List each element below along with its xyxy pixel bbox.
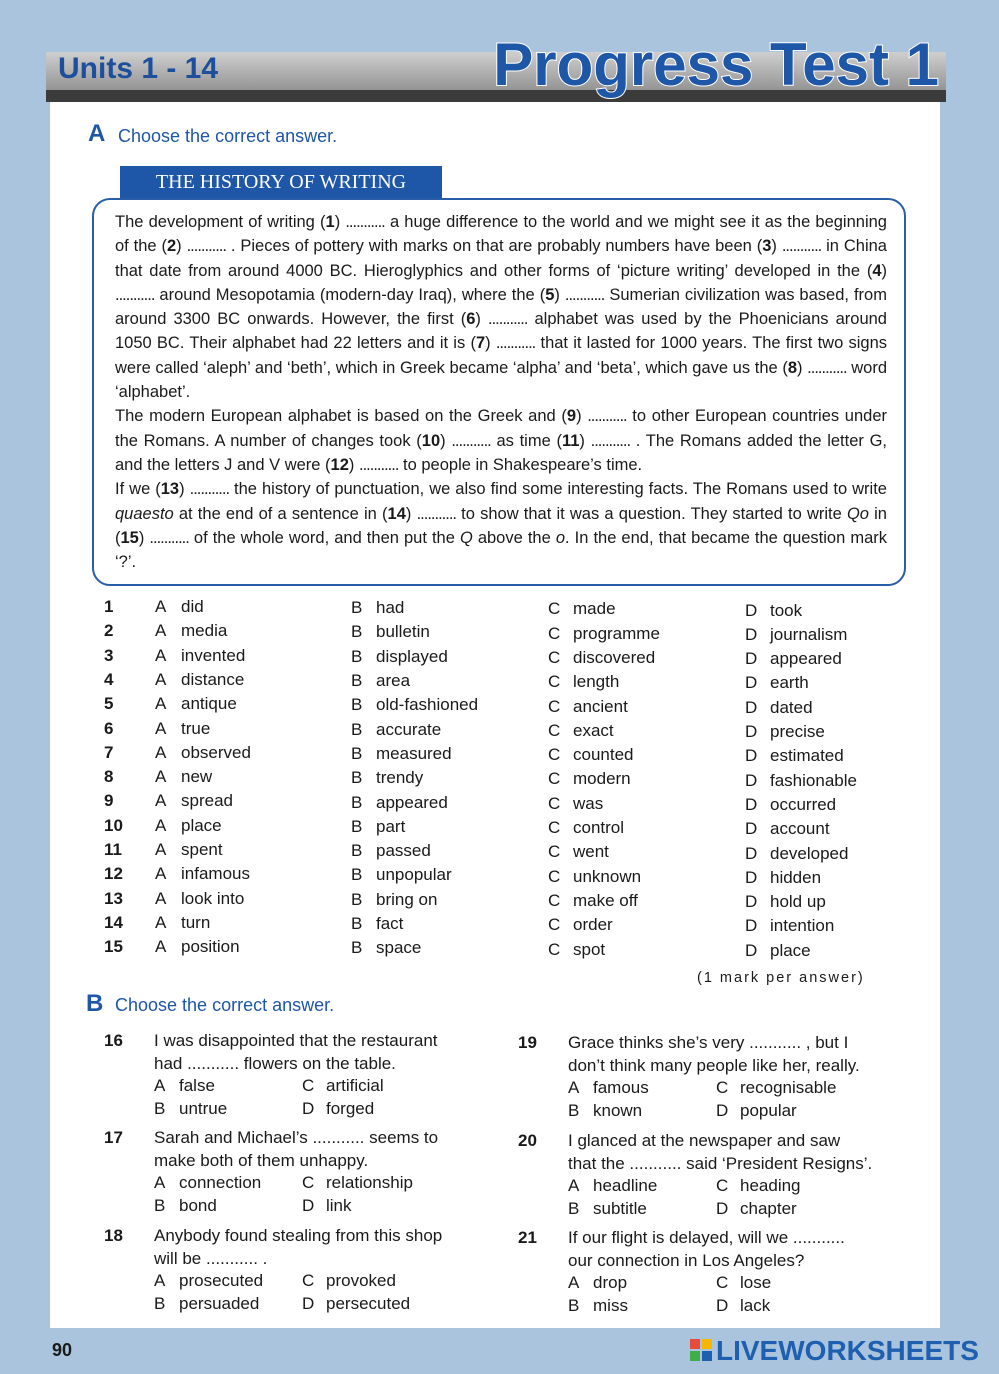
option-letter-b: B [351, 671, 363, 691]
option-letter-c: C [548, 672, 561, 692]
question-text: Sarah and Michael’s ........... seems to make both of them unhappy. [154, 1128, 439, 1170]
option-c[interactable]: made [573, 599, 616, 619]
option-a[interactable]: invented [181, 645, 246, 665]
page-number: 90 [52, 1340, 73, 1360]
option-letter-d: D [745, 843, 758, 863]
option-letter-c: C [548, 623, 561, 643]
option-d[interactable]: hidden [770, 867, 822, 887]
option-letter-c: C [548, 915, 561, 935]
question-number: 5 [104, 694, 114, 714]
option-d[interactable]: developed [770, 843, 849, 863]
option-letter-b: B [351, 646, 363, 666]
option-letter-c: C [548, 599, 561, 619]
option-d[interactable]: journalism [770, 624, 848, 644]
option-c[interactable]: spot [573, 939, 606, 959]
option-b[interactable]: accurate [376, 719, 442, 739]
option-row-15 [0, 937, 999, 961]
option-c[interactable]: programme [573, 623, 660, 643]
question-number: 11 [104, 840, 122, 859]
option-b[interactable]: passed [376, 841, 431, 861]
passage-text [115, 210, 887, 574]
option-a[interactable]: look into [181, 888, 245, 908]
option-c[interactable]: provoked [326, 1271, 396, 1290]
option-a[interactable]: distance [181, 669, 245, 689]
option-a[interactable]: observed [181, 742, 251, 762]
option-b[interactable]: subtitle [593, 1199, 647, 1218]
option-b[interactable]: bulletin [376, 622, 430, 642]
option-d[interactable]: lack [740, 1296, 771, 1315]
option-row-9 [0, 791, 999, 815]
option-letter-a: A [155, 888, 167, 908]
option-a[interactable]: true [181, 718, 211, 738]
option-letter-b: B [351, 598, 363, 618]
option-letter-a: A [155, 912, 167, 932]
passage-paragraph: The modern European alphabet is based on the Greek and (9) ........... to other European countries under the Romans. A number of changes took (10) ........... as time (11) ........... . The Romans added the letter G, and the letters J and V were (12) ........... to people in Shakespeare’s time. [115, 407, 887, 474]
option-letter-c: C [716, 1273, 729, 1292]
option-letter-a: A [155, 864, 167, 884]
option-c[interactable]: length [573, 672, 620, 692]
option-c[interactable]: ancient [573, 696, 628, 716]
option-letter-b: B [351, 695, 363, 715]
option-letter-a: A [155, 767, 167, 787]
option-row-4 [0, 670, 999, 694]
option-letter-b: B [568, 1101, 580, 1120]
blank-14[interactable]: (14) ........... [382, 504, 456, 523]
option-letter-a: A [155, 694, 167, 714]
page-title: Progress Test 1 [493, 31, 939, 98]
option-row-7 [0, 743, 999, 767]
question-number: 19 [518, 1033, 537, 1052]
liveworksheets-logo[interactable] [690, 1335, 990, 1367]
option-row-10 [0, 816, 999, 840]
option-letter-c: C [548, 866, 561, 886]
option-letter-c: C [302, 1271, 315, 1290]
question-text: Grace thinks she’s very ........... , but I don’t think many people like her, really. [568, 1033, 860, 1075]
question-number: 21 [518, 1228, 537, 1247]
option-a[interactable]: new [181, 767, 213, 787]
option-letter-d: D [745, 746, 758, 766]
option-b[interactable]: fact [376, 914, 404, 934]
option-letter-a: A [155, 815, 167, 835]
option-letter-d: D [745, 819, 758, 839]
option-letter-d: D [745, 722, 758, 742]
option-d[interactable]: precise [770, 722, 825, 742]
question-number: 13 [104, 888, 123, 908]
option-letter-b: B [351, 743, 363, 763]
option-letter-a: A [568, 1176, 580, 1195]
option-letter-a: A [155, 621, 167, 641]
option-letter-c: C [302, 1076, 315, 1095]
option-letter-d: D [745, 794, 758, 814]
italic-word: o [555, 528, 566, 547]
question-number: 8 [104, 767, 114, 787]
question-number: 3 [104, 645, 114, 665]
option-d[interactable]: popular [740, 1101, 797, 1120]
option-letter-b: B [154, 1099, 166, 1118]
question-18 [104, 1225, 494, 1321]
question-number: 4 [104, 669, 114, 689]
option-d[interactable]: hold up [770, 892, 826, 912]
question-number: 10 [104, 815, 123, 835]
section-b-instruction: Choose the correct answer. [115, 995, 335, 1015]
option-d[interactable]: persecuted [326, 1294, 411, 1313]
blank-7[interactable]: (7) ........... [470, 334, 536, 353]
option-c[interactable]: order [573, 915, 613, 935]
option-letter-b: B [568, 1296, 580, 1315]
question-number: 15 [104, 937, 123, 957]
passage-title: THE HISTORY OF WRITING [120, 166, 442, 198]
option-a[interactable]: infamous [181, 864, 250, 884]
question-text: I was disappointed that the restaurant had ........... flowers on the table. [154, 1031, 438, 1073]
option-d[interactable]: dated [770, 697, 813, 717]
question-number: 7 [104, 742, 114, 762]
option-b[interactable]: measured [376, 743, 452, 763]
option-a[interactable]: spent [181, 840, 223, 859]
option-d[interactable]: link [326, 1196, 352, 1215]
option-letter-d: D [745, 649, 758, 669]
option-row-2 [0, 621, 999, 645]
blank-10[interactable]: (10) ........... [416, 431, 491, 450]
blank-13[interactable]: (13) ........... [155, 480, 230, 499]
option-letter-b: B [154, 1294, 166, 1313]
option-letter-b: B [351, 938, 363, 958]
question-number: 9 [104, 791, 114, 811]
option-letter-d: D [745, 697, 758, 717]
question-number: 2 [104, 621, 114, 641]
option-letter-a: A [155, 742, 167, 762]
option-a[interactable]: turn [181, 912, 211, 932]
option-b[interactable]: trendy [376, 768, 424, 788]
option-c[interactable]: was [573, 793, 604, 813]
option-row-1 [0, 597, 999, 621]
option-letter-a: A [155, 669, 167, 689]
option-row-3 [0, 646, 999, 670]
option-letter-c: C [548, 769, 561, 789]
option-letter-c: C [548, 939, 561, 959]
option-b[interactable]: part [376, 816, 406, 836]
blank-12[interactable]: (12) ........... [325, 455, 399, 474]
option-c[interactable]: control [573, 818, 625, 838]
option-letter-a: A [155, 645, 167, 665]
option-letter-c: C [548, 818, 561, 838]
option-row-14 [0, 913, 999, 937]
option-c[interactable]: counted [573, 745, 634, 765]
option-row-11 [0, 840, 999, 864]
option-letter-b: B [351, 792, 363, 812]
question-19 [518, 1032, 908, 1128]
question-number: 16 [104, 1031, 123, 1050]
option-a[interactable]: position [181, 937, 240, 957]
option-d[interactable]: took [770, 600, 803, 620]
option-b[interactable]: miss [593, 1296, 628, 1315]
italic-word: quaesto [115, 504, 174, 523]
option-row-6 [0, 719, 999, 743]
option-letter-d: D [745, 916, 758, 936]
option-c[interactable]: discovered [573, 647, 656, 667]
question-16 [104, 1030, 494, 1126]
italic-word: Q [459, 528, 473, 547]
option-letter-d: D [302, 1196, 315, 1215]
option-letter-b: B [154, 1196, 166, 1215]
option-a[interactable]: place [181, 815, 222, 835]
option-letter-b: B [351, 768, 363, 788]
option-letter-a: A [155, 840, 167, 859]
option-letter-c: C [548, 720, 561, 740]
option-row-5 [0, 694, 999, 718]
option-d[interactable]: forged [326, 1099, 375, 1118]
option-letter-b: B [351, 816, 363, 836]
question-20 [518, 1130, 908, 1226]
question-text: I glanced at the newspaper and saw that the ........... said ‘President Resigns’. [568, 1131, 873, 1173]
liveworksheets-logo-text: LIVEWORKSHEETS [716, 1335, 979, 1366]
option-letter-a: A [155, 791, 167, 811]
section-a-letter: A [88, 120, 106, 147]
option-row-13 [0, 889, 999, 913]
option-a[interactable]: spread [181, 791, 233, 811]
option-d[interactable]: chapter [740, 1199, 797, 1218]
option-letter-c: C [716, 1176, 729, 1195]
option-b[interactable]: unpopular [376, 865, 452, 885]
blank-2[interactable]: (2) ........... [161, 237, 226, 256]
option-letter-b: B [351, 865, 363, 885]
blank-11[interactable]: (11) ........... [556, 431, 631, 450]
option-a[interactable]: prosecuted [179, 1271, 264, 1290]
option-letter-a: A [155, 718, 167, 738]
section-a-instruction: Choose the correct answer. [118, 126, 338, 146]
option-b[interactable]: bring on [376, 889, 438, 909]
option-c[interactable]: recognisable [740, 1078, 837, 1097]
blank-8[interactable]: (8) ........... [782, 358, 847, 377]
option-letter-c: C [716, 1078, 729, 1097]
passage-paragraph: The development of writing (1) ........... a huge difference to the world and we might see it as the beginning of the (2) ........... . Pieces of pottery with marks on that are probably numbers have been (3) ........... in China that date from around 4000 BC. Hieroglyphics and other forms of ‘picture writing’ developed in the (4) ........... around Mesopotamia (modern-day Iraq), where the (5) ........... Sumerian civilization was based, from around 3300 BC onwards. However, the first (6) ........... alphabet was used by the Phoenicians around 1050 BC. Their alphabet had 22 letters and it is (7) ........... that it lasted for 1000 years. The first two signs were called ‘aleph’ and ‘beth’, which in Greek became ‘alpha’ and ‘beta’, which gave us the (8) ........... word ‘alphabet’. [115, 213, 887, 402]
option-letter-b: B [351, 841, 363, 861]
option-letter-c: C [548, 696, 561, 716]
option-c[interactable]: relationship [326, 1173, 413, 1192]
option-a[interactable]: connection [179, 1173, 262, 1192]
option-c[interactable]: unknown [573, 866, 642, 886]
option-c[interactable]: heading [740, 1176, 801, 1195]
option-b[interactable]: had [376, 598, 405, 618]
option-a[interactable]: antique [181, 694, 237, 714]
option-letter-b: B [351, 889, 363, 909]
option-c[interactable]: went [573, 842, 609, 862]
option-letter-d: D [716, 1199, 729, 1218]
blank-15[interactable]: (15) ........... [115, 528, 189, 547]
option-d[interactable]: intention [770, 916, 835, 936]
option-row-8 [0, 767, 999, 791]
option-letter-b: B [568, 1199, 580, 1218]
option-c[interactable]: modern [573, 769, 631, 789]
option-letter-c: C [548, 793, 561, 813]
passage-paragraph: If we (13) ........... the history of punctuation, we also find some interesting facts. The Romans used to write quaesto at the end of a sentence in (14) ........... to show that it was a question. They started to write Qo in (15) ........... of the whole word, and then put the Q above the o. In the end, that became the question mark ‘?’. [115, 480, 887, 572]
option-b[interactable]: persuaded [179, 1294, 260, 1313]
option-letter-a: A [155, 937, 167, 957]
option-letter-d: D [716, 1101, 729, 1120]
option-letter-a: A [154, 1076, 166, 1095]
option-a[interactable]: media [181, 621, 228, 641]
option-d[interactable]: estimated [770, 746, 844, 766]
option-letter-d: D [745, 867, 758, 887]
option-a[interactable]: drop [593, 1273, 628, 1292]
option-b[interactable]: untrue [179, 1099, 228, 1118]
question-number: 18 [104, 1226, 123, 1245]
option-letter-d: D [745, 892, 758, 912]
question-text: If our flight is delayed, will we ........... our connection in Los Angeles? [568, 1228, 845, 1270]
option-letter-a: A [154, 1271, 166, 1290]
option-letter-d: D [745, 600, 758, 620]
option-letter-c: C [548, 890, 561, 910]
question-number: 1 [104, 597, 114, 616]
option-letter-d: D [745, 673, 758, 693]
option-letter-d: D [302, 1099, 315, 1118]
option-letter-c: C [548, 745, 561, 765]
option-letter-d: D [745, 940, 758, 960]
blank-1[interactable]: (1) ........... [320, 213, 385, 231]
option-letter-d: D [302, 1294, 315, 1313]
option-b[interactable]: area [376, 671, 411, 691]
option-b[interactable]: displayed [376, 646, 448, 666]
option-a[interactable]: did [181, 597, 204, 616]
option-b[interactable]: appeared [376, 792, 448, 812]
option-letter-d: D [745, 624, 758, 644]
section-b-letter: B [86, 990, 104, 1017]
option-a[interactable]: headline [593, 1176, 658, 1195]
question-number: 6 [104, 718, 114, 738]
question-number: 14 [104, 912, 123, 932]
option-row-12 [0, 864, 999, 888]
blank-4[interactable]: (4) ........... [115, 261, 887, 304]
option-d[interactable]: fashionable [770, 770, 857, 790]
option-b[interactable]: space [376, 938, 422, 958]
option-letter-b: B [351, 622, 363, 642]
option-letter-a: A [568, 1078, 580, 1097]
option-b[interactable]: bond [179, 1196, 217, 1215]
liveworksheets-logo-icon [690, 1339, 714, 1363]
blank-3[interactable]: (3) ........... [756, 237, 822, 256]
question-number: 20 [518, 1131, 537, 1150]
option-c[interactable]: exact [573, 720, 614, 740]
option-letter-c: C [302, 1173, 315, 1192]
option-a[interactable]: false [179, 1076, 215, 1095]
option-d[interactable]: appeared [770, 649, 842, 669]
option-letter-a: A [155, 597, 167, 616]
option-letter-b: B [351, 719, 363, 739]
option-letter-c: C [548, 842, 561, 862]
blank-5[interactable]: (5) ........... [539, 285, 605, 304]
option-letter-d: D [716, 1296, 729, 1315]
option-letter-b: B [351, 914, 363, 934]
option-c[interactable]: artificial [326, 1076, 384, 1095]
question-number: 12 [104, 864, 123, 884]
option-c[interactable]: lose [740, 1273, 772, 1292]
option-d[interactable]: account [770, 819, 830, 839]
italic-word: Qo [846, 504, 869, 523]
option-letter-a: A [154, 1173, 166, 1192]
question-number: 17 [104, 1128, 123, 1147]
question-21 [518, 1227, 908, 1323]
option-d[interactable]: earth [770, 673, 809, 693]
option-b[interactable]: known [593, 1101, 643, 1120]
blank-6[interactable]: (6) ........... [460, 310, 528, 329]
option-a[interactable]: famous [593, 1078, 649, 1097]
question-text: Anybody found stealing from this shop will be ........... . [154, 1226, 443, 1268]
blank-9[interactable]: (9) ........... [561, 407, 627, 426]
option-letter-d: D [745, 770, 758, 790]
option-c[interactable]: make off [573, 890, 638, 910]
option-letter-a: A [568, 1273, 580, 1292]
units-label: Units 1 - 14 [58, 52, 219, 85]
option-d[interactable]: occurred [770, 794, 837, 814]
marks-note: (1 mark per answer) [697, 970, 865, 986]
question-17 [104, 1127, 494, 1223]
option-b[interactable]: old-fashioned [376, 695, 479, 715]
option-letter-c: C [548, 647, 561, 667]
option-d[interactable]: place [770, 940, 811, 960]
